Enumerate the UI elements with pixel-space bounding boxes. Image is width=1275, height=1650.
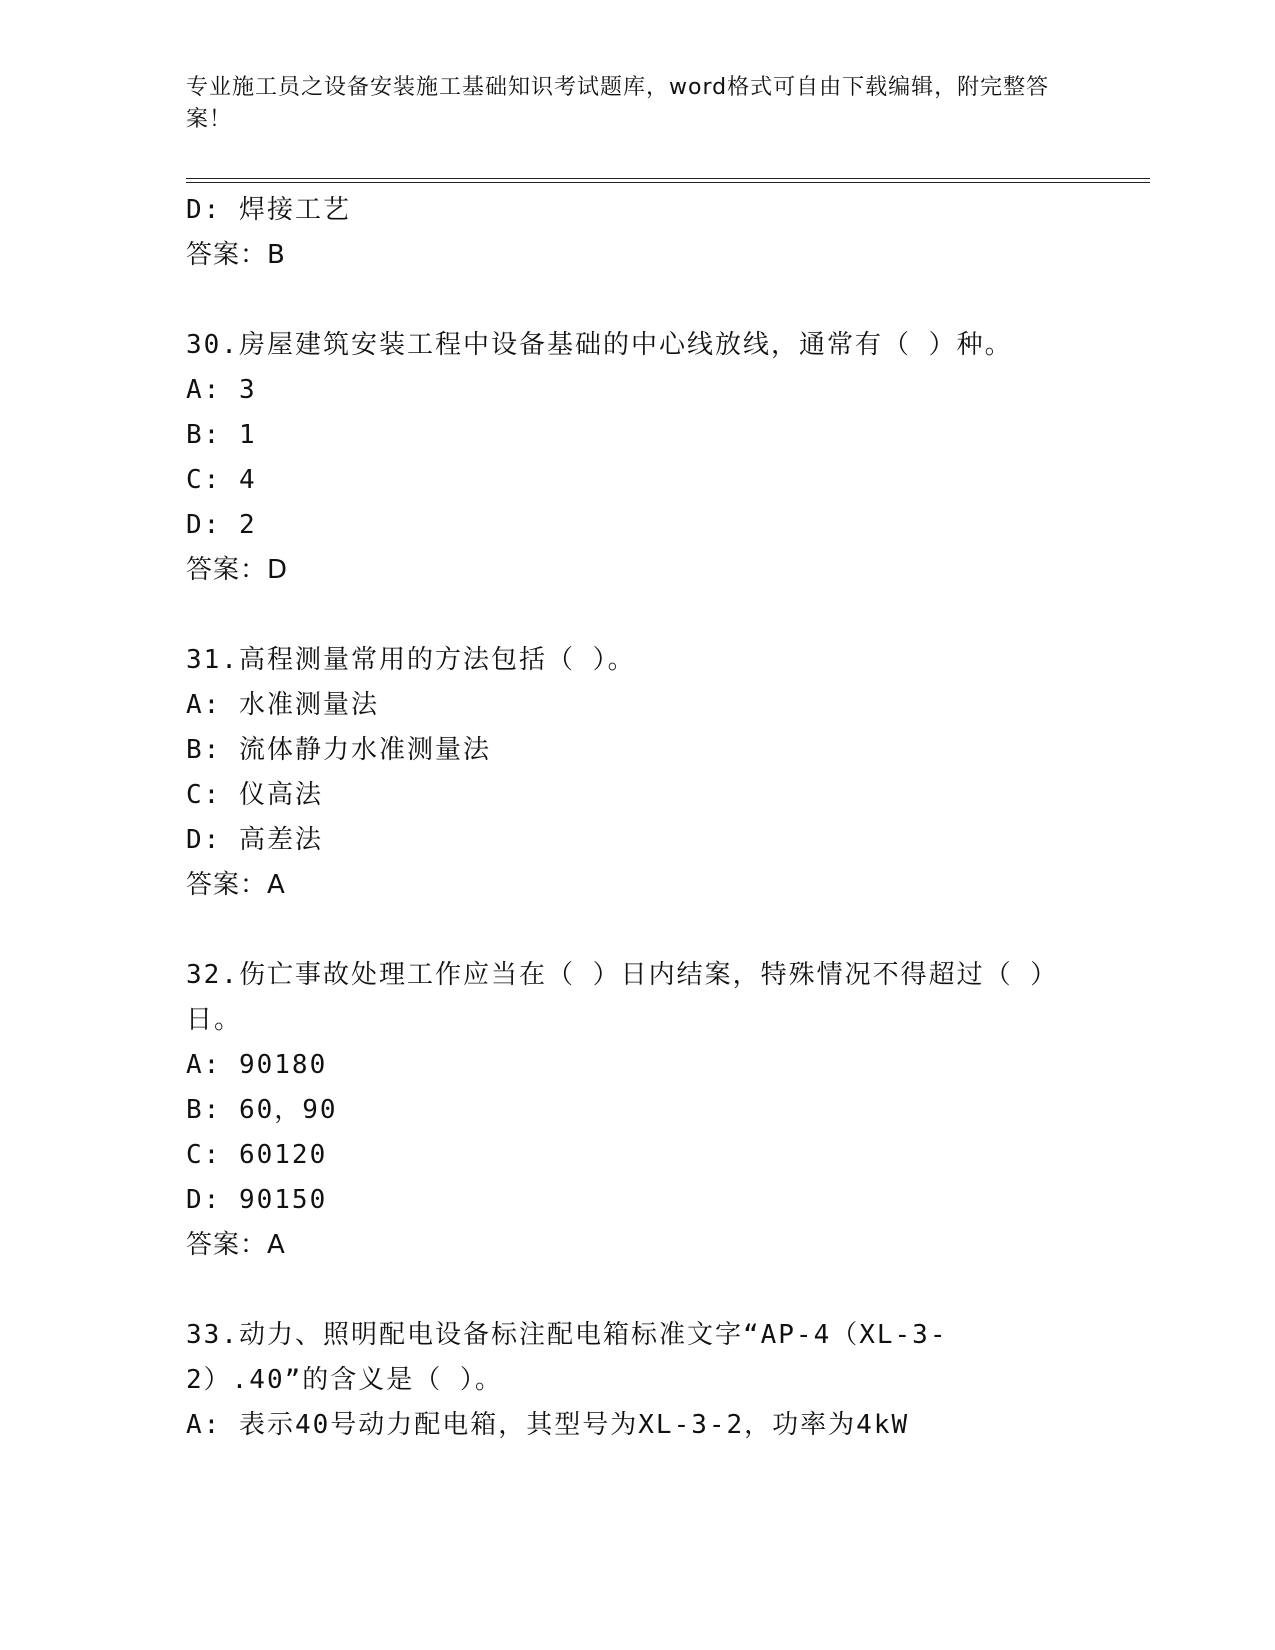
header-divider-top xyxy=(186,178,1150,179)
question-list xyxy=(186,188,1086,1448)
question-stem: 31.高程测量常用的方法包括（ ）。 xyxy=(186,645,636,675)
question-30 xyxy=(186,323,1086,593)
answer: 答案：A xyxy=(186,870,286,900)
option-b: B: 1 xyxy=(186,420,257,450)
question-stem: 30.房屋建筑安装工程中设备基础的中心线放线，通常有（ ）种。 xyxy=(186,330,1013,360)
question-stem: 33.动力、照明配电设备标注配电箱标准文字“AP-4（XL-3-2）.40”的含义是（ ）。 xyxy=(186,1320,948,1395)
question-31 xyxy=(186,638,1086,908)
prev-answer: 答案：B xyxy=(186,240,286,270)
option-b: B: 60，90 xyxy=(186,1095,338,1125)
prev-option-d: D: 焊接工艺 xyxy=(186,195,351,225)
option-a: A: 3 xyxy=(186,375,257,405)
answer: 答案：A xyxy=(186,1230,286,1260)
option-d: D: 2 xyxy=(186,510,257,540)
header-divider-bottom xyxy=(186,182,1150,183)
question-32 xyxy=(186,953,1086,1268)
option-a: A: 90180 xyxy=(186,1050,328,1080)
option-c: C: 仪高法 xyxy=(186,780,323,810)
question-stem: 32.伤亡事故处理工作应当在（ ）日内结案，特殊情况不得超过（ ）日。 xyxy=(186,960,1059,1035)
option-a: A: 表示40号动力配电箱，其型号为XL-3-2，功率为4kW xyxy=(186,1410,910,1440)
option-c: C: 60120 xyxy=(186,1140,328,1170)
document-header: 专业施工员之设备安装施工基础知识考试题库，word格式可自由下载编辑，附完整答案！ xyxy=(186,75,1050,132)
option-b: B: 流体静力水准测量法 xyxy=(186,735,491,765)
option-a: A: 水准测量法 xyxy=(186,690,379,720)
answer: 答案：D xyxy=(186,555,289,585)
question-33 xyxy=(186,1313,1086,1448)
option-c: C: 4 xyxy=(186,465,257,495)
option-d: D: 90150 xyxy=(186,1185,328,1215)
option-d: D: 高差法 xyxy=(186,825,323,855)
